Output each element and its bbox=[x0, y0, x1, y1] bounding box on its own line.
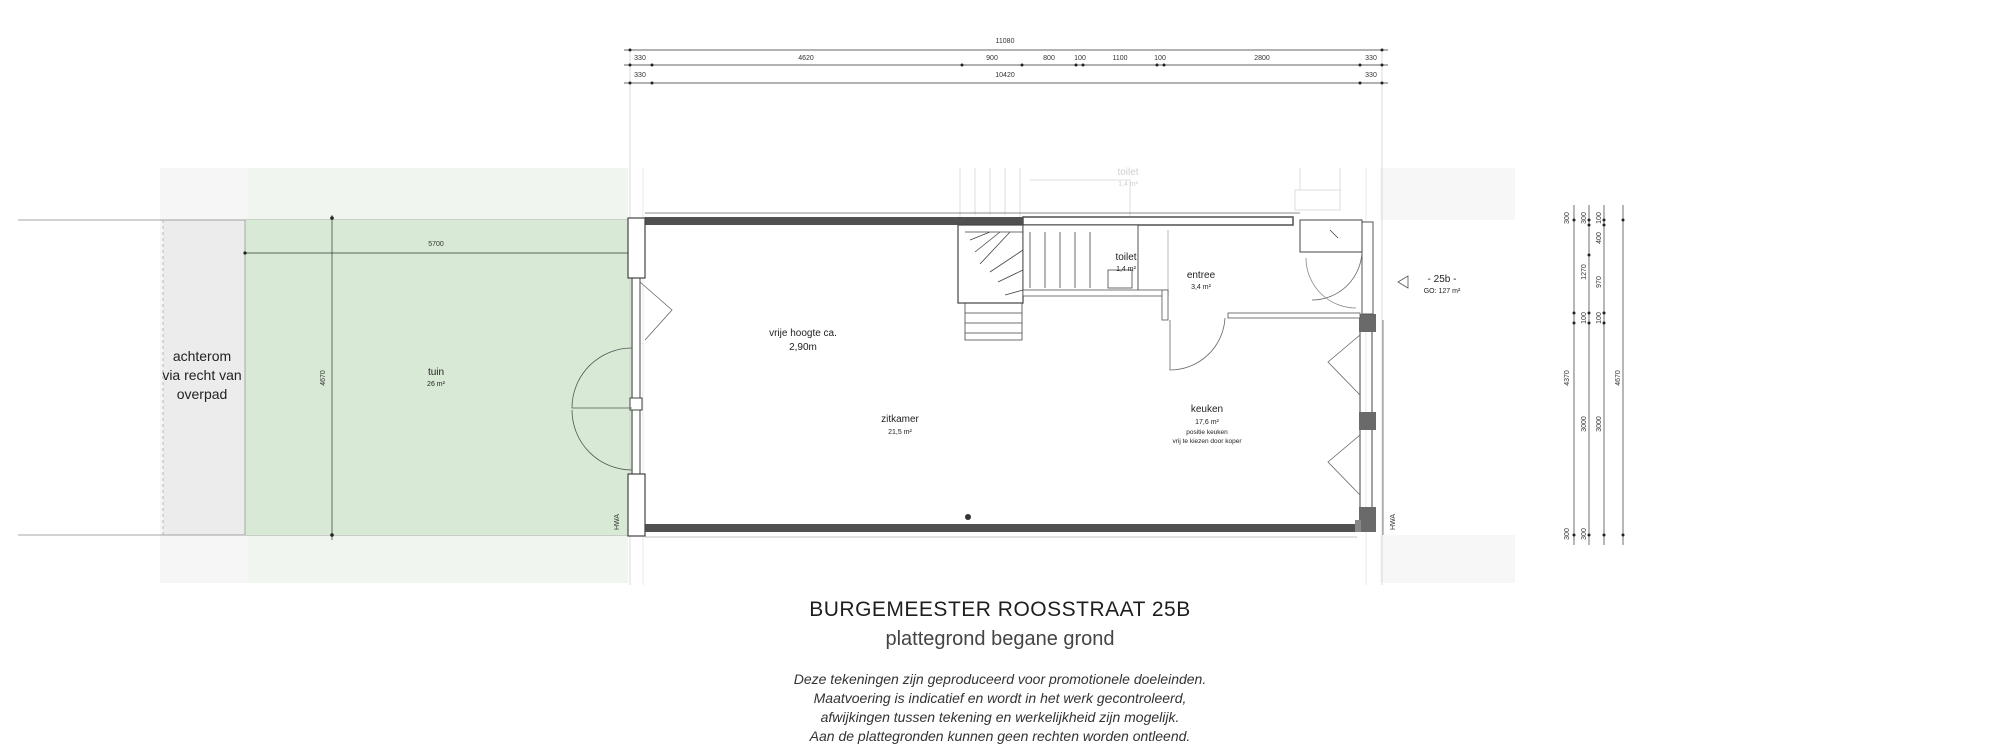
wall-bottom bbox=[645, 524, 1357, 532]
dim-row1-4: 100 bbox=[1074, 55, 1086, 62]
dim-row2-2: 330 bbox=[1365, 72, 1377, 79]
entrance-arrow-icon bbox=[1398, 276, 1408, 288]
rear-facade-pier-bottom bbox=[628, 474, 645, 536]
top-dimension-ticks bbox=[629, 49, 1384, 85]
zitkamer-label: zitkamer bbox=[881, 414, 919, 425]
dim-row1-3: 800 bbox=[1043, 55, 1055, 62]
dim-right-col2-1: 400 bbox=[1596, 232, 1603, 244]
dim-row1-7: 2800 bbox=[1254, 55, 1270, 62]
toilet-ghost-area: 1,4 m² bbox=[1118, 181, 1138, 188]
unit-area: GO: 127 m² bbox=[1423, 288, 1461, 295]
page-title: BURGEMEESTER ROOSSTRAAT 25B bbox=[809, 598, 1191, 621]
front-pier-2 bbox=[1359, 412, 1376, 430]
dim-right-col1-1: 1270 bbox=[1581, 264, 1588, 280]
dim-right-col2-0: 300 bbox=[1581, 212, 1588, 224]
neighbour-strip-bottom bbox=[1380, 535, 1515, 583]
dim-right-col2-2: 970 bbox=[1596, 276, 1603, 288]
dim-row1-1: 4620 bbox=[798, 55, 814, 62]
garden-strip-top bbox=[248, 168, 628, 220]
hwa-left: HWA bbox=[614, 513, 621, 531]
toilet-ghost-label: toilet bbox=[1117, 167, 1139, 178]
wall-kitchen-top bbox=[1228, 313, 1360, 318]
dim-row1-2: 900 bbox=[986, 55, 998, 62]
dim-right-col1-3: 3000 bbox=[1581, 416, 1588, 432]
disclaimer-line-3: afwijkingen tussen tekening en werkelijkheid zijn mogelijk. bbox=[820, 709, 1180, 725]
disclaimer-line-1: Deze tekeningen zijn geproduceerd voor promotionele doeleinden. bbox=[793, 671, 1207, 687]
dim-tick bbox=[243, 251, 246, 254]
keuken-note-line-2: vrij te kiezen door koper bbox=[1172, 438, 1242, 445]
column-symbol bbox=[965, 514, 971, 520]
dim-right-col1-4: 300 bbox=[1564, 528, 1571, 540]
front-door-frame bbox=[1362, 222, 1373, 314]
dim-total-width: 11080 bbox=[995, 38, 1015, 45]
entree-area: 3,4 m² bbox=[1191, 284, 1211, 291]
dim-right-col3-2: 4670 bbox=[1615, 370, 1622, 386]
dim-row2-1: 10420 bbox=[995, 72, 1015, 79]
keuken-label: keuken bbox=[1190, 404, 1224, 415]
keuken-area: 17,6 m² bbox=[1195, 419, 1219, 426]
window-swing-rear bbox=[640, 282, 672, 340]
zitkamer-area: 21,5 m² bbox=[888, 429, 912, 436]
entree-door-swing bbox=[1170, 318, 1225, 370]
height-note-line-1: vrije hoogte ca. bbox=[769, 328, 837, 339]
tuin-area: 26 m² bbox=[427, 381, 445, 388]
height-note-line-2: 2,90m bbox=[789, 342, 817, 353]
dim-garden-width: 5700 bbox=[428, 241, 444, 248]
dim-right-col1-0: 300 bbox=[1564, 212, 1571, 224]
dim-right-col3-0: 100 bbox=[1596, 212, 1603, 224]
dim-tick bbox=[330, 216, 334, 220]
dim-row1-0: 330 bbox=[634, 55, 646, 62]
disclaimer-line-2: Maatvoering is indicatief en wordt in het werk gecontroleerd, bbox=[813, 690, 1187, 706]
dim-tick bbox=[330, 533, 334, 537]
rear-facade-pier-top bbox=[628, 218, 645, 278]
meter-cupboard bbox=[1300, 220, 1362, 252]
toilet-area: 1,4 m² bbox=[1116, 266, 1136, 273]
dim-right-col1-2: 100 bbox=[1581, 312, 1588, 324]
wall-toilet-bottom bbox=[1023, 290, 1168, 296]
front-pier-3 bbox=[1359, 507, 1376, 532]
entree-label: entree bbox=[1186, 270, 1216, 281]
dim-row2-0: 330 bbox=[634, 72, 646, 79]
wall-top-right bbox=[1023, 217, 1293, 225]
unit-label: - 25b - bbox=[1427, 274, 1457, 285]
dim-row1-6: 100 bbox=[1154, 55, 1166, 62]
garden-strip-bottom bbox=[248, 535, 628, 583]
page-subtitle: plattegrond begane grond bbox=[885, 628, 1115, 650]
front-window-swings bbox=[1312, 250, 1362, 495]
achterom-line-3: overpad bbox=[176, 386, 228, 402]
front-door-swing bbox=[1306, 258, 1356, 308]
tuin-label: tuin bbox=[427, 367, 445, 378]
wall-top-left bbox=[645, 217, 1023, 225]
dim-right-col2-3: 100 bbox=[1596, 312, 1603, 324]
dim-garden-depth: 4670 bbox=[320, 370, 327, 386]
dim-right-col2-5: 300 bbox=[1581, 528, 1588, 540]
stair-enclosure bbox=[958, 225, 1023, 303]
disclaimer-line-4: Aan de plattegronden kunnen geen rechten worden ontleend. bbox=[809, 728, 1191, 744]
dim-right-col3-1: 4370 bbox=[1564, 370, 1571, 386]
ghost-stair-upper bbox=[960, 168, 1340, 220]
dim-row1-5: 1100 bbox=[1112, 55, 1128, 62]
keuken-note-line-1: positie keuken bbox=[1186, 429, 1228, 436]
dim-right-col2-4: 3000 bbox=[1596, 416, 1603, 432]
corner-post bbox=[1355, 520, 1361, 532]
front-pier-1 bbox=[1359, 314, 1376, 332]
hwa-right: HWA bbox=[1390, 513, 1397, 531]
neighbour-strip-top bbox=[1380, 168, 1515, 220]
toilet-label: toilet bbox=[1115, 252, 1137, 263]
disclaimer bbox=[0, 670, 2000, 746]
wall-entree bbox=[1162, 290, 1168, 320]
dim-row1-8: 330 bbox=[1365, 55, 1377, 62]
achterom-line-2: via recht van bbox=[162, 367, 242, 383]
achterom-line-1: achterom bbox=[172, 348, 232, 364]
